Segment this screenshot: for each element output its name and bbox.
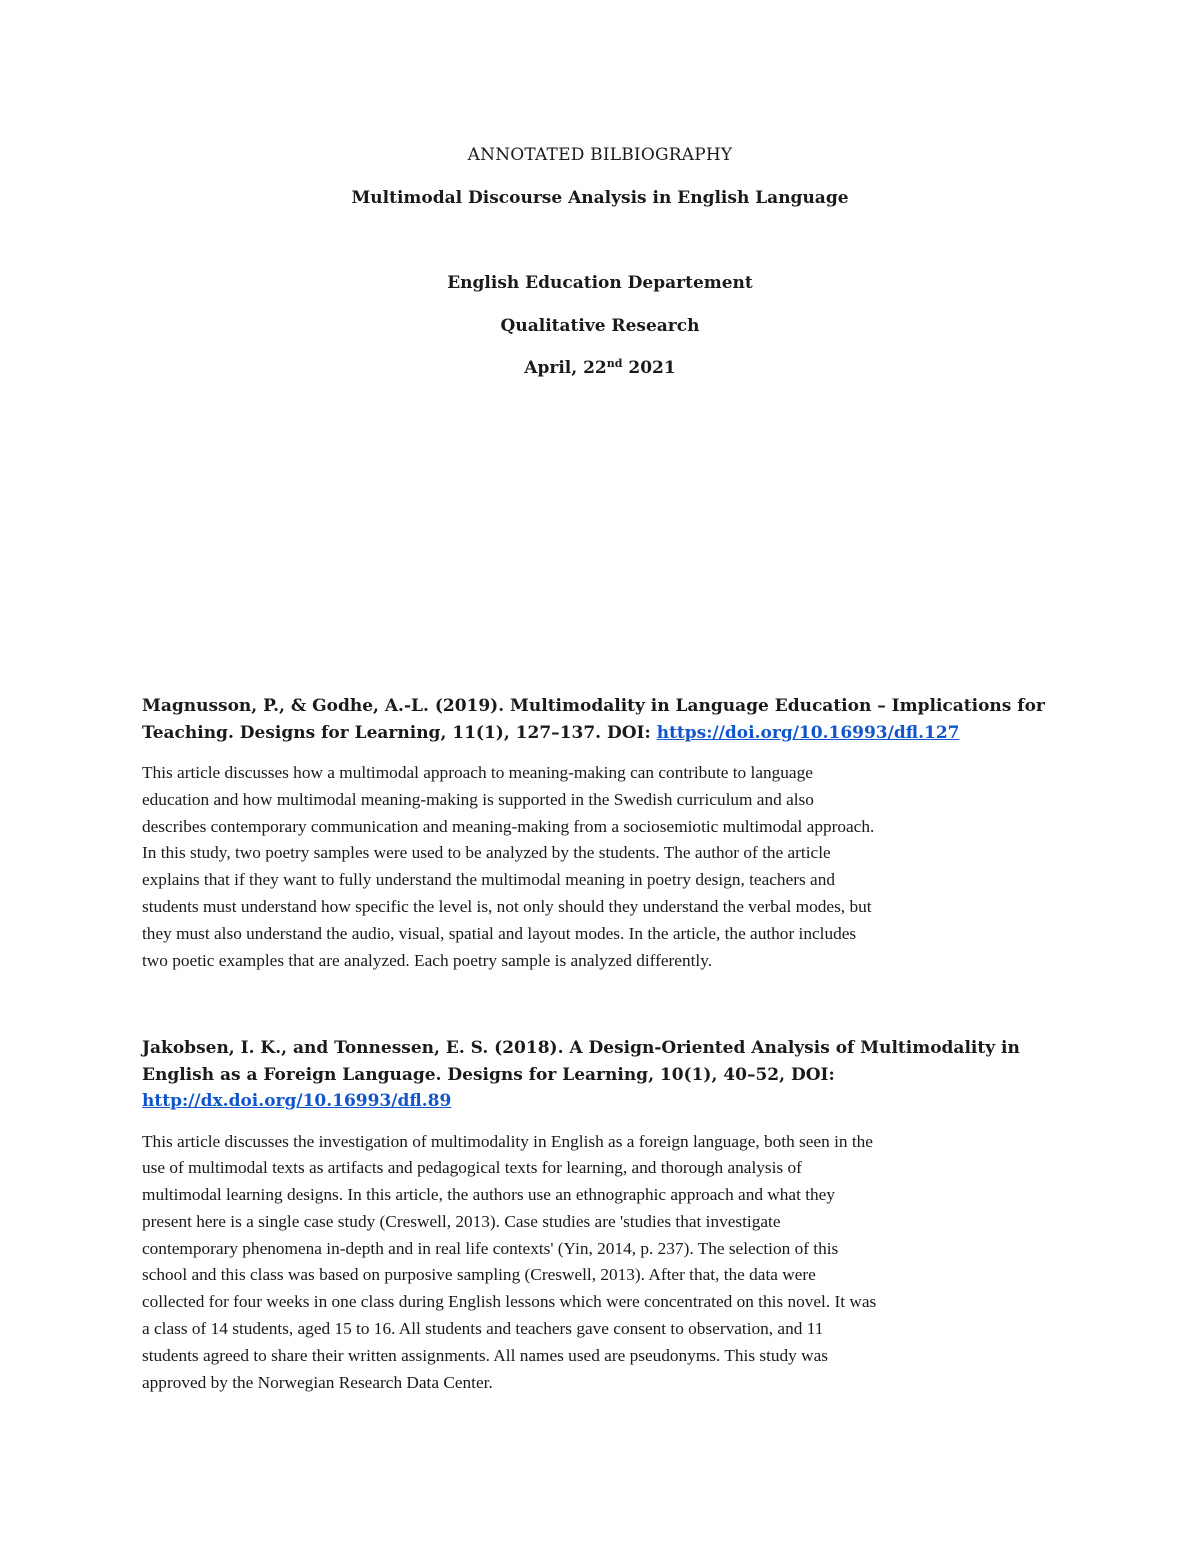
date-ordinal-suffix: nd [606, 357, 623, 370]
document-date [0, 357, 1200, 379]
annotation-line: students agreed to share their written assignments. All names used are pseudonyms. This study was [142, 1345, 829, 1365]
course-name: Qualitative Research [500, 316, 700, 336]
citation [142, 1035, 1062, 1115]
bibliography-entry [142, 693, 1062, 974]
annotation-line: they must also understand the audio, visual, spatial and layout modes. In the article, the author includes [142, 923, 857, 943]
doi-link[interactable]: https://doi.org/10.16993/dfl.127 [656, 722, 960, 743]
bibliography-entry [142, 1035, 1062, 1396]
citation [142, 693, 1062, 746]
annotation-line: In this study, two poetry samples were used to be analyzed by the students. The author of the article [142, 843, 831, 863]
department-name: English Education Departement [447, 273, 753, 293]
annotation-line: present here is a single case study (Creswell, 2013). Case studies are 'studies that investigate [142, 1211, 781, 1231]
annotation-line: This article discusses the investigation of multimodality in English as a foreign language, both seen in the [142, 1131, 873, 1151]
annotation-line: two poetic examples that are analyzed. Each poetry sample is analyzed differently. [142, 950, 713, 970]
annotation-line: students must understand how specific the level is, not only should they understand the verbal modes, but [142, 896, 872, 916]
annotation-line: a class of 14 students, aged 15 to 16. All students and teachers gave consent to observation, and 11 [142, 1319, 824, 1339]
document-title: ANNOTATED BILBIOGRAPHY [467, 145, 733, 165]
annotation [142, 760, 1062, 974]
date-prefix: April, 22 [524, 358, 607, 378]
annotation-line: explains that if they want to fully understand the multimodal meaning in poetry design, teachers and [142, 870, 835, 890]
citation-text: Jakobsen, I. K., and Tonnessen, E. S. (2018). A Design-Oriented Analysis of Multimodality in English as a Foreign Language. Designs for Learning, 10(1), 40–52, DOI: [142, 1038, 1020, 1085]
date-year: 2021 [622, 358, 676, 378]
document-subtitle: Multimodal Discourse Analysis in English Language [351, 188, 849, 208]
annotation-line: describes contemporary communication and meaning-making from a sociosemiotic multimodal approach. [142, 816, 875, 836]
citation-text: Magnusson, P., & Godhe, A.-L. (2019). Multimodality in Language Education – Implications for Teaching. Designs for Learning, 11(1), 127–137. DOI: [142, 696, 1045, 743]
annotation-line: This article discusses how a multimodal approach to meaning-making can contribute to language [142, 763, 813, 782]
annotation [142, 1129, 1062, 1397]
annotation-line: multimodal learning designs. In this article, the authors use an ethnographic approach and what they [142, 1185, 835, 1205]
annotation-line: approved by the Norwegian Research Data Center. [142, 1372, 493, 1392]
annotation-line: contemporary phenomena in-depth and in real life contexts' (Yin, 2014, p. 237). The selection of this [142, 1238, 839, 1258]
doi-link[interactable]: http://dx.doi.org/10.16993/dfl.89 [142, 1091, 452, 1111]
annotation-line: school and this class was based on purposive sampling (Creswell, 2013). After that, the data were [142, 1265, 816, 1285]
annotation-line: collected for four weeks in one class during English lessons which were concentrated on this novel. It was [142, 1292, 877, 1312]
annotation-line: education and how multimodal meaning-making is supported in the Swedish curriculum and also [142, 789, 814, 809]
annotation-line: use of multimodal texts as artifacts and pedagogical texts for learning, and thorough analysis of [142, 1158, 802, 1178]
